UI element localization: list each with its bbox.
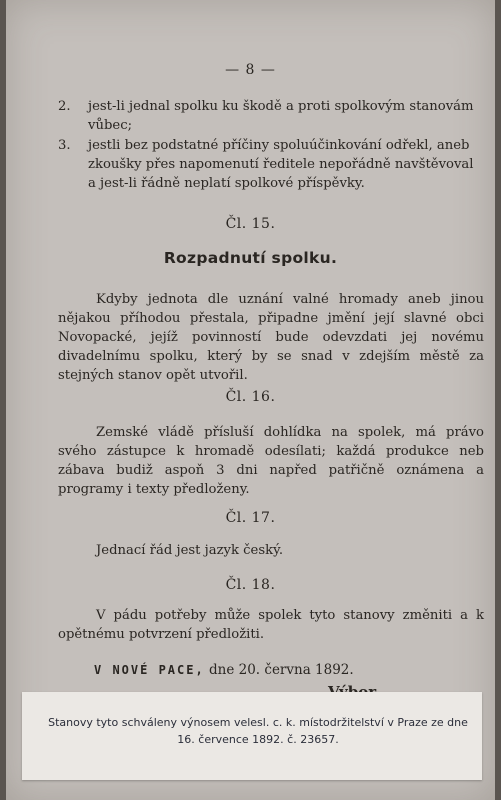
- article-18-body: V pádu potřeby může spolek tyto stanovy změniti a k opětnému potvrzení předložiti.: [58, 608, 484, 642]
- article-16-body: Zemské vládě přísluší dohlídka na spolek, má právo svého zástupce k hromadě odesílati; každá produkce neb zábava budiž aspoň 3 dni napřed patřičně oznámena a programy i texty předloženy.: [58, 425, 484, 497]
- list-item-3: [58, 136, 478, 193]
- article-18-heading: Čl. 18.: [225, 577, 276, 593]
- approval-note-text: Stanovy tyto schváleny výnosem velesl. c. k. místodržitelství v Praze ze dne 16. července 1892. č. 23657.: [48, 716, 468, 746]
- closing-date: dne 20. června 1892.: [209, 662, 354, 678]
- article-16-text: [58, 423, 484, 499]
- article-17-heading: Čl. 17.: [225, 510, 276, 526]
- article-15-title: Rozpadnutí spolku.: [163, 249, 338, 267]
- article-17-text: [58, 541, 484, 560]
- article-18-text: [58, 606, 484, 644]
- item-number: 2.: [58, 99, 71, 114]
- closing-place: V NOVÉ PACE,: [94, 663, 205, 677]
- page-number: — 8 —: [225, 62, 276, 78]
- item-text: jestli bez podstatné příčiny spoluúčinkování odřekl, aneb zkoušky přes napomenutí ředitele nepořádně navštěvoval a jest-li řádně neplatí spolkové příspěvky.: [88, 138, 474, 191]
- item-text: jest-li jednal spolku ku škodě a proti spolkovým stanovám vůbec;: [88, 99, 474, 133]
- article-17-body: Jednací řád jest jazyk český.: [96, 543, 284, 558]
- list-item-2: [58, 97, 478, 135]
- article-16-heading: Čl. 16.: [225, 389, 276, 405]
- document-page: [6, 0, 495, 800]
- article-15-heading: Čl. 15.: [225, 216, 276, 232]
- item-number: 3.: [58, 138, 71, 153]
- closing-date-line: [94, 662, 354, 678]
- article-15-body: Kdyby jednota dle uznání valné hromady aneb jinou nějakou příhodou přestala, připadne jmění její slavné obci Novopacké, jejíž povinností bude odevzdati jej novému divadelnímu spolku, který by se snad v zdejším městě za stejných stanov opět utvořil.: [58, 292, 484, 383]
- approval-slip: [22, 692, 482, 780]
- article-15-text: [58, 290, 484, 385]
